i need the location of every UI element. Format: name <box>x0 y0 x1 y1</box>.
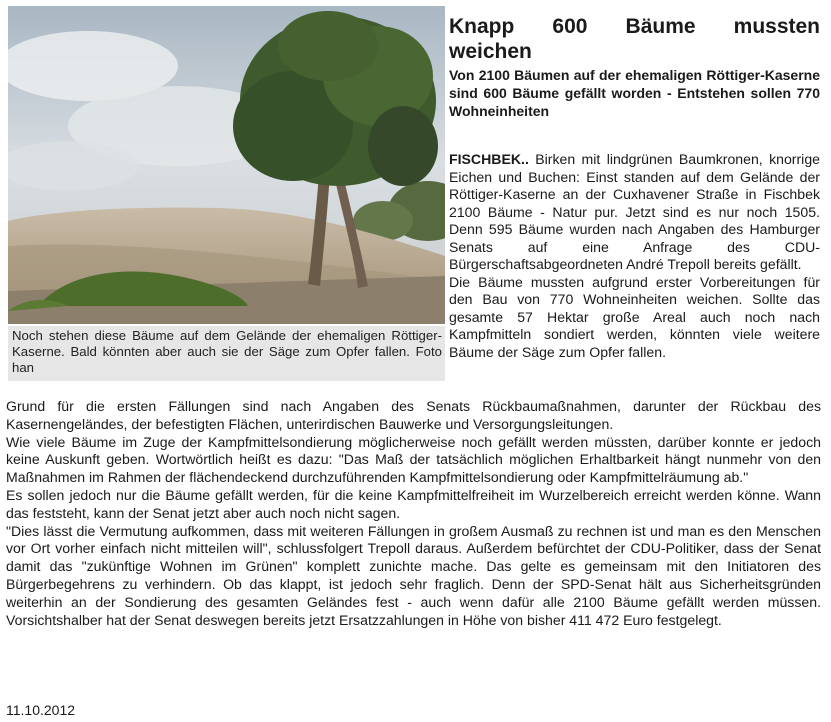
article-body <box>6 398 821 629</box>
lead-paragraph: Die Bäume mussten aufgrund erster Vorbereitungen für den Bau von 770 Wohneinheiten weichen. Sollte das gesamte 57 Hektar große Areal auch noch nach Kampfmitteln sondiert werden, könnten viele weitere Bäume der Säge zum Opfer fallen. <box>449 273 820 360</box>
headline-word: weichen <box>449 40 532 63</box>
body-paragraph: Grund für die ersten Fällungen sind nach Angaben des Senats Rückbaumaßnahmen, darunter der Rückbau des Kasernengeländes, der befestigten Flächen, unterirdischen Bauwerke und Versorgungsleitungen. <box>6 398 821 432</box>
headline-block <box>449 14 820 120</box>
body-paragraph: "Dies lässt die Vermutung aufkommen, dass mit weiteren Fällungen in großem Ausmaß zu rechnen ist und man es den Menschen vor Ort vorher einfach nicht mitteilen will", schlussfolgert Trepoll daraus. Außerdem befürchtet der CDU-Politiker, dass der Senat damit das "zukünftige Wohnen im Grünen" komplett zunichte mache. Das gelte es gemeinsam mit den Initiatoren des Bürgerbegehrens zu verhindern. Ob das klappt, ist jedoch sehr fraglich. Denn der SPD-Senat hält aus Sicherheitsgründen weiterhin an der Sondierung des gesamten Geländes fest - auch wenn dafür alle 2100 Bäume gefällt werden müssen. Vorsichtshalber hat der Senat deswegen bereits jetzt Ersatzzahlungen in Höhe von bisher 411 472 Euro festgelegt. <box>6 522 821 628</box>
body-paragraph: Wie viele Bäume im Zuge der Kampfmittelsondierung möglicherweise noch gefällt werden müssten, darüber konnte er jedoch keine Auskunft geben. Wortwörtlich heißt es dazu: "Das Maß der tatsächlich möglichen Erhaltbarkeit hängt nunmehr von den Maßnahmen im Rahmen der flächendeckend durchzuführenden Kampfmittelsondierung oder Kampfmittelräumung ab." <box>6 433 821 486</box>
article-subheadline: Von 2100 Bäumen auf der ehemaligen Röttiger-Kaserne sind 600 Bäume gefällt worden - Entstehen sollen 770 Wohneinheiten <box>449 67 820 119</box>
headline-word: Knapp <box>449 15 515 38</box>
article-photo <box>8 6 445 324</box>
article-lead <box>449 151 820 361</box>
dateline: FISCHBEK.. <box>449 151 529 167</box>
tree-photo-illustration <box>8 6 445 324</box>
headline-word: Bäume <box>625 15 696 38</box>
photo-caption: Noch stehen diese Bäume auf dem Gelände der ehemaligen Röttiger-Kaserne. Bald könnten aber auch sie der Säge zum Opfer fallen. Foto han <box>8 326 445 381</box>
article-headline <box>449 14 820 64</box>
headline-word: mussten <box>733 15 820 38</box>
headline-word: 600 <box>552 15 588 38</box>
article-date: 11.10.2012 <box>6 702 76 718</box>
lead-text: Birken mit lindgrünen Baumkronen, knorrige Eichen und Buchen: Einst standen auf dem Gelände der Röttiger-Kaserne an der Cuxhavener Straße in Fischbek 2100 Bäume - Natur pur. Jetzt sind es nur noch 1505. Denn 595 Bäume wurden nach Angaben des Hamburger Senats auf eine Anfrage des CDU-Bürgerschaftsabgeordneten André Trepoll bereits gefällt. <box>449 151 820 272</box>
body-paragraph: Es sollen jedoch nur die Bäume gefällt werden, für die keine Kampfmittelfreiheit im Wurzelbereich erreicht werden könne. Wann das feststeht, kann der Senat jetzt aber auch noch nicht sagen. <box>6 486 821 521</box>
